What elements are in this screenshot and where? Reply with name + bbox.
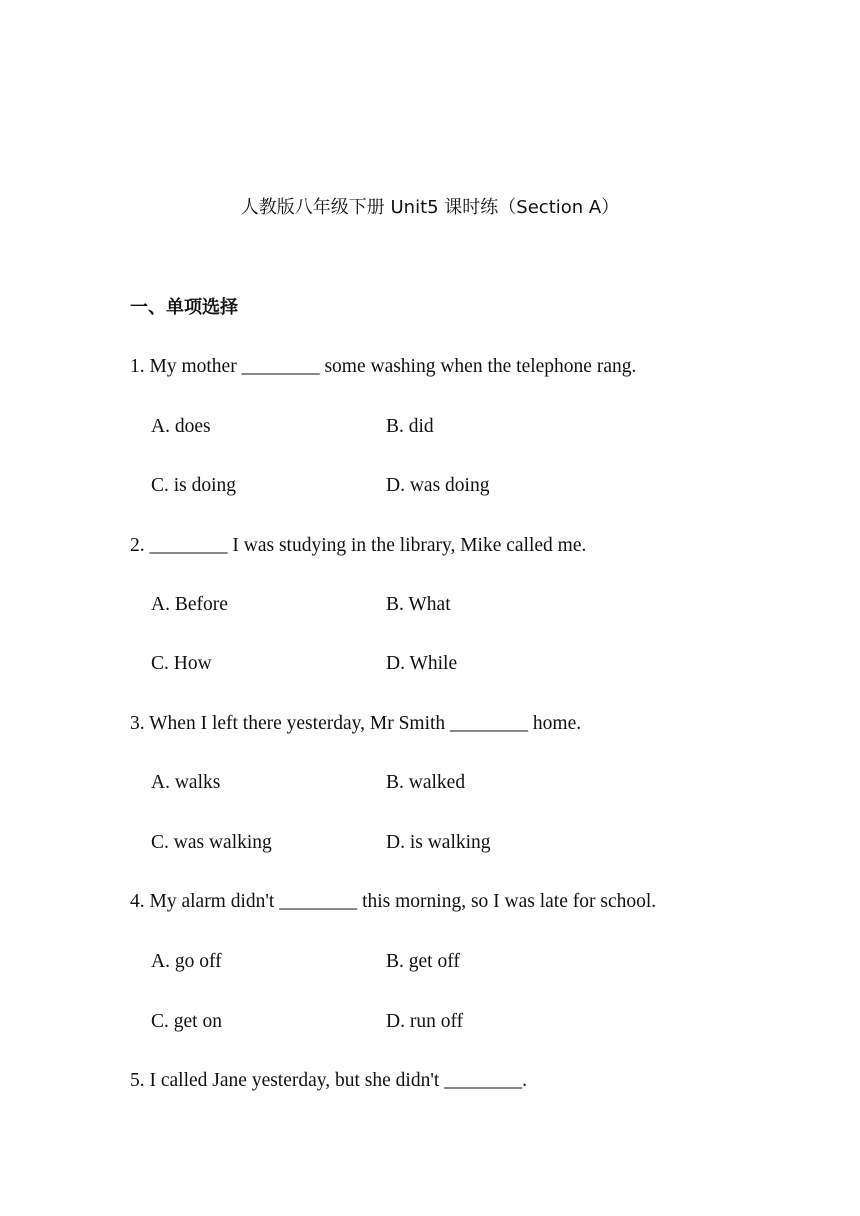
question-1-option-d: D. was doing: [386, 475, 490, 496]
question-1-stem: 1. My mother ________ some washing when the telephone rang.: [130, 356, 637, 377]
question-3-stem: 3. When I left there yesterday, Mr Smith ________ home.: [130, 713, 582, 734]
question-2-option-c: C. How: [151, 653, 212, 674]
question-3-option-b: B. walked: [386, 772, 466, 793]
question-1-option-c: C. is doing: [151, 475, 237, 496]
question-3-option-a: A. walks: [151, 772, 221, 793]
question-4-option-a: A. go off: [151, 951, 222, 972]
question-2-stem: 2. ________ I was studying in the library, Mike called me.: [130, 535, 587, 556]
question-4-option-d: D. run off: [386, 1011, 464, 1032]
question-2-option-b: B. What: [386, 594, 451, 615]
question-4-option-b: B. get off: [386, 951, 460, 972]
question-3-option-c: C. was walking: [151, 832, 272, 853]
question-5-stem: 5. I called Jane yesterday, but she didn't ________.: [130, 1070, 528, 1091]
section-heading: 一、单项选择: [130, 297, 238, 318]
question-1-option-b: B. did: [386, 416, 434, 437]
question-2-option-d: D. While: [386, 653, 458, 674]
document-title: 人教版八年级下册 Unit5 课时练（Section A）: [240, 197, 620, 218]
question-4-option-c: C. get on: [151, 1011, 222, 1032]
question-3-option-d: D. is walking: [386, 832, 491, 853]
question-4-stem: 4. My alarm didn't ________ this morning, so I was late for school.: [130, 891, 657, 912]
question-2-option-a: A. Before: [151, 594, 228, 615]
question-1-option-a: A. does: [151, 416, 211, 437]
